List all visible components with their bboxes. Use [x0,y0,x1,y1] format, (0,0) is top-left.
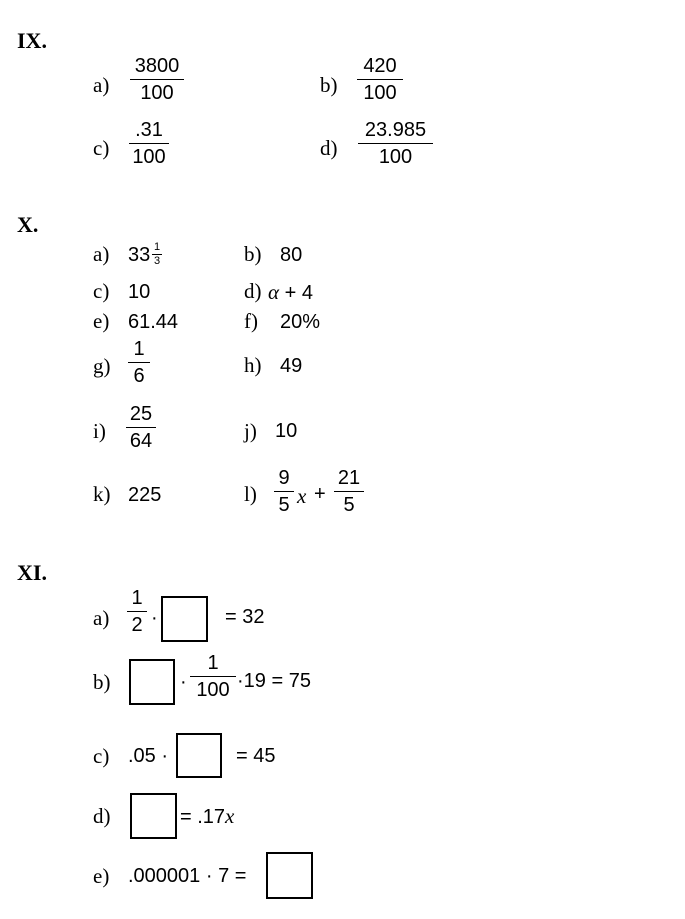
ix-a-fraction [130,56,184,103]
x-g-fraction [128,339,150,386]
numerator: 23.985 [364,119,427,141]
xi-b-answer-box[interactable] [129,659,175,705]
fraction-bar [130,79,184,80]
ix-c-fraction [129,120,169,167]
numerator: 9 [278,467,290,489]
xi-e-answer-box[interactable] [266,852,313,899]
x-g-label: g) [93,354,111,378]
xi-e-label: e) [93,864,110,888]
x-b-label: b) [244,242,262,266]
xi-b-rest: ·19 = 75 [237,670,311,692]
numerator: 1 [207,652,219,674]
fraction-bar [127,611,147,612]
x-d-label: d) [244,279,262,303]
x-l-label: l) [244,482,257,506]
x-f-label: f) [244,309,258,333]
xi-b-label: b) [93,670,111,694]
xi-d-rhs [180,806,234,827]
denominator: 5 [343,494,355,516]
xi-b-dot: · [180,671,187,693]
x-d-rest: + 4 [284,282,313,304]
x-l-plus: + [314,483,326,505]
x-l-fraction-1 [274,468,294,515]
xi-a-answer-box[interactable] [161,596,208,642]
ix-d-label: d) [320,136,338,160]
ix-d-fraction [358,120,433,167]
x-k-label: k) [93,482,111,506]
xi-a-dot: · [151,607,158,629]
denominator: 64 [129,430,153,452]
x-l-fraction-2 [334,468,364,515]
numerator: 1 [131,587,143,609]
denominator: 100 [378,146,413,168]
fraction-bar [334,491,364,492]
x-f-value: 20% [280,311,321,333]
xi-d-rhs-text: = .17 [180,806,226,828]
xi-d-answer-box[interactable] [130,793,177,839]
fraction-bar [190,676,236,677]
numerator: 25 [129,403,153,425]
numerator: 3800 [134,55,180,77]
x-l-variable: x [297,484,307,508]
ix-b-fraction [357,56,403,103]
x-h-value: 49 [280,355,303,377]
fraction-bar [358,143,433,144]
numerator: 420 [363,55,397,77]
ix-c-label: c) [93,136,110,160]
section-heading-x: X. [17,212,39,237]
x-a-whole: 33 [128,244,151,266]
xi-c-answer-box[interactable] [176,733,222,778]
numerator: 21 [337,467,361,489]
xi-c-lhs: .05 · [128,745,169,767]
xi-e-lhs: .000001 · 7 = [128,865,247,887]
x-k-value: 225 [128,484,162,506]
x-a-fraction [152,242,162,267]
denominator: 100 [132,146,166,168]
denominator: 100 [363,82,397,104]
numerator: .31 [135,119,163,141]
xi-a-fraction [127,588,147,635]
xi-a-rhs: = 32 [225,606,265,628]
x-b-value: 80 [280,244,303,266]
x-c-label: c) [93,279,110,303]
xi-d-label: d) [93,804,111,828]
xi-c-label: c) [93,744,110,768]
fraction-bar [128,362,150,363]
numerator: 1 [153,241,161,253]
denominator: 3 [153,255,161,267]
fraction-bar [357,79,403,80]
ix-a-label: a) [93,73,110,97]
denominator: 100 [196,679,230,701]
xi-d-variable: x [225,804,235,828]
x-e-value: 61.44 [128,311,179,333]
denominator: 5 [278,494,290,516]
x-c-value: 10 [128,281,151,303]
fraction-bar [129,143,169,144]
fraction-bar [274,491,294,492]
x-e-label: e) [93,309,110,333]
x-i-fraction [126,404,156,451]
x-h-label: h) [244,353,262,377]
denominator: 2 [131,614,143,636]
x-a-label: a) [93,242,110,266]
x-j-value: 10 [275,420,298,442]
section-heading-xi: XI. [17,560,47,585]
xi-a-label: a) [93,606,110,630]
numerator: 1 [133,338,145,360]
alpha-variable: α [268,280,280,304]
section-heading-ix: IX. [17,28,47,53]
xi-b-fraction [190,653,236,700]
ix-b-label: b) [320,73,338,97]
xi-c-rhs: = 45 [236,745,276,767]
x-i-label: i) [93,419,106,443]
denominator: 6 [133,365,145,387]
x-j-label: j) [244,419,257,443]
x-d-expression [268,282,313,303]
denominator: 100 [140,82,174,104]
fraction-bar [126,427,156,428]
